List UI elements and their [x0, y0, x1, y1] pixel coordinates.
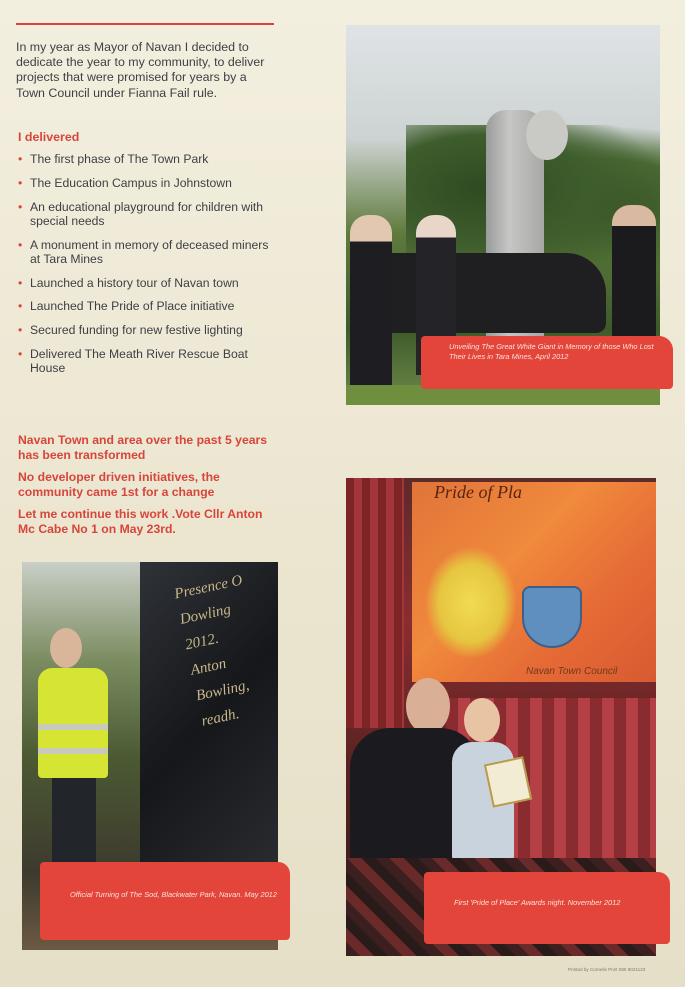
list-item: • Launched The Pride of Place initiative	[18, 299, 235, 314]
intro-paragraph: In my year as Mayor of Navan I decided to dedicate the year to my community, to deliver projects that were promised for years by a Town Council under Fianna Fail rule.	[16, 40, 265, 100]
list-item: • The first phase of The Town Park	[18, 152, 209, 166]
list-item: • Launched a history tour of Navan town	[18, 275, 239, 290]
monument-caption: Unveiling The Great White Giant in Memory of those Who Lost Their Lives in Tara Mines, April 2012	[421, 336, 673, 389]
bullet-icon: •	[18, 199, 23, 214]
bullet-icon: •	[18, 346, 23, 361]
council-crest-icon	[522, 586, 582, 648]
sod-caption: Official Turning of The Sod, Blackwater Park, Navan. May 2012	[40, 862, 290, 940]
person-mayor	[350, 215, 392, 405]
bullet-icon: •	[18, 175, 23, 190]
bullet-icon: •	[18, 275, 23, 290]
reflective-stripe	[38, 748, 108, 754]
man-head	[50, 628, 82, 668]
pride-caption: First 'Pride of Place' Awards night. November 2012	[424, 872, 670, 944]
list-item: • A monument in memory of deceased miners at Tara Mines	[18, 237, 269, 266]
bullet-icon: •	[18, 237, 23, 252]
printer-credit: Printed by Cornelis Print 086 8021133	[568, 967, 646, 972]
screen-subtitle: Navan Town Council	[526, 666, 618, 677]
statement-community: No developer driven initiatives, the community came 1st for a change	[18, 470, 220, 499]
man-head	[406, 678, 450, 734]
screen-title: Pride of Pla	[434, 482, 522, 502]
delivered-list	[18, 152, 280, 385]
list-item: • The Education Campus in Johnstown	[18, 175, 232, 190]
man-legs	[52, 778, 96, 868]
bullet-icon: •	[18, 323, 23, 338]
top-divider	[16, 23, 274, 25]
screen-graphic	[426, 548, 516, 658]
statement-vote: Let me continue this work .Vote Cllr Anton Mc Cabe No 1 on May 23rd.	[18, 507, 263, 536]
unveiling-cloth	[366, 253, 606, 333]
list-item: • Delivered The Meath River Rescue Boat House	[18, 346, 248, 376]
list-item: • Secured funding for new festive lighting	[18, 323, 243, 338]
list-item: • An educational playground for children with special needs	[18, 199, 264, 228]
man-in-hi-vis	[38, 628, 116, 868]
statue-head	[526, 110, 568, 160]
campaign-statements	[18, 433, 280, 545]
reflective-stripe	[38, 724, 108, 730]
hi-vis-vest	[38, 668, 108, 778]
statement-transformed: Navan Town and area over the past 5 years has been transformed	[18, 433, 268, 462]
girl-head	[464, 698, 500, 742]
bullet-icon: •	[18, 152, 23, 166]
plaque-inscription: Presence O Dowling 2012. Anton Bowling, readh.	[173, 572, 251, 730]
person-right	[612, 205, 656, 355]
delivered-heading: I delivered	[18, 130, 80, 144]
bullet-icon: •	[18, 299, 23, 314]
